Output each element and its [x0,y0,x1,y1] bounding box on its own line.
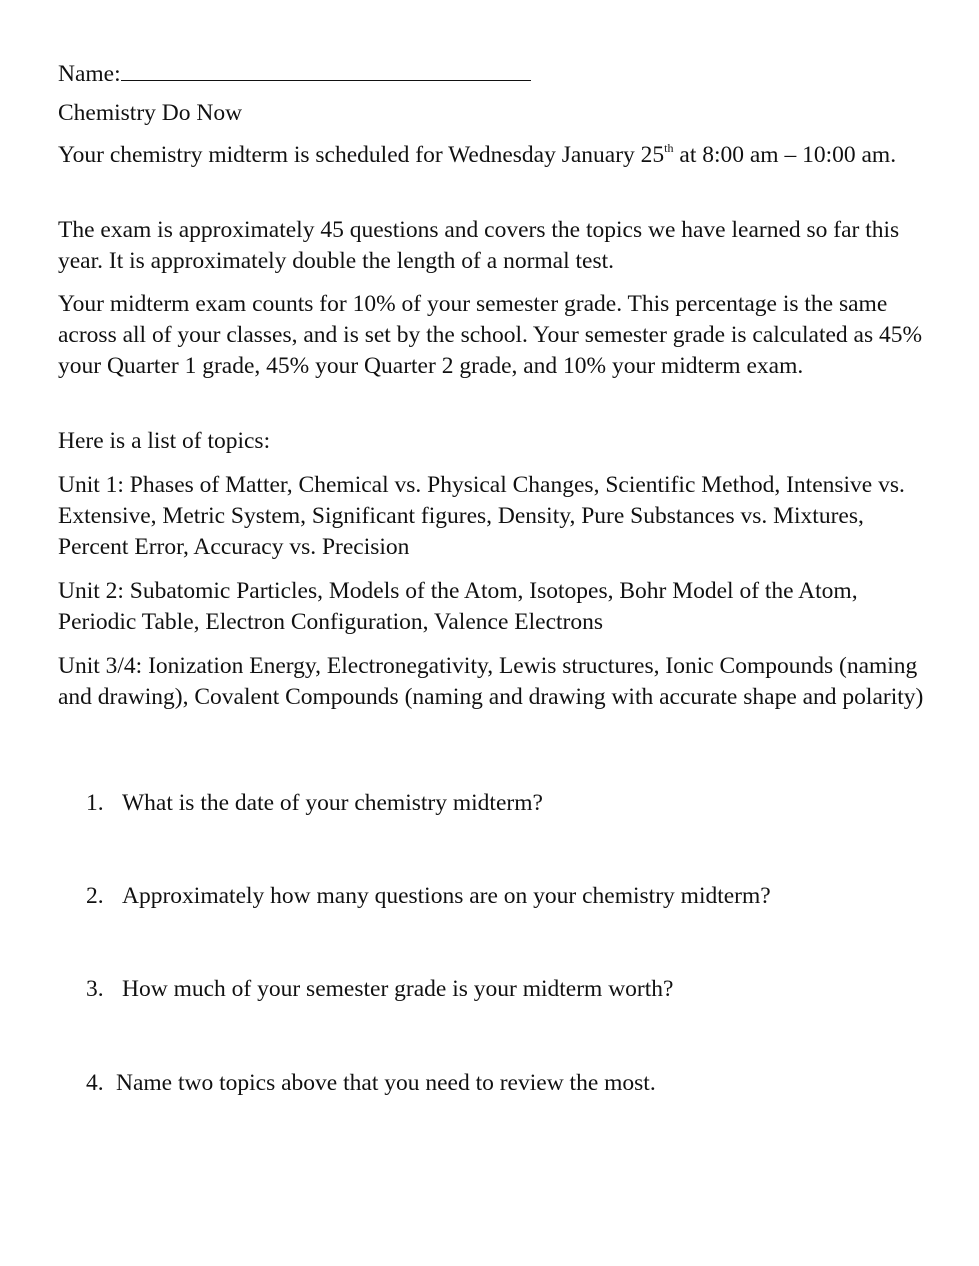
name-field-line [58,56,928,90]
schedule-text-start: Your chemistry midterm is scheduled for Wednesday January 25 [58,142,665,168]
question-4 [86,1068,656,1099]
question-text: What is the date of your chemistry midterm? [122,790,543,816]
unit-1-topics: Unit 1: Phases of Matter, Chemical vs. Physical Changes, Scientific Method, Intensive vs. Extensive, Metric System, Significant figures, Density, Pure Substances vs. Mixtures, Percent Error, Accuracy vs. Precision [58,472,905,560]
question-number: 3. [86,976,104,1002]
question-number: 2. [86,883,104,909]
question-1 [86,788,543,819]
question-text: Name two topics above that you need to review the most. [116,1070,656,1096]
question-3 [86,974,673,1005]
exam-length-paragraph: The exam is approximately 45 questions and covers the topics we have learned so far this year. It is approximately double the length of a normal test. [58,217,900,274]
page-title: Chemistry Do Now [58,100,243,126]
schedule-text-end: at 8:00 am – 10:00 am. [673,142,897,168]
question-text: How much of your semester grade is your midterm worth? [122,976,674,1002]
question-number: 1. [86,790,104,816]
unit-2-topics: Unit 2: Subatomic Particles, Models of the Atom, Isotopes, Bohr Model of the Atom, Periodic Table, Electron Configuration, Valence Electrons [58,578,858,635]
schedule-superscript: th [664,141,674,155]
name-blank-underline [121,56,531,81]
name-label: Name: [58,61,121,87]
grading-paragraph: Your midterm exam counts for 10% of your semester grade. This percentage is the same across all of your classes, and is set by the school. Your semester grade is calculated as 45% your Quarter 1 grade, 45% your Quarter 2 grade, and 10% your midterm exam. [58,291,923,379]
question-number: 4. [86,1070,104,1096]
schedule-paragraph [58,140,928,171]
unit-3-4-topics: Unit 3/4: Ionization Energy, Electronegativity, Lewis structures, Ionic Compounds (naming and drawing), Covalent Compounds (naming and drawing with accurate shape and polarity) [58,653,924,710]
question-text: Approximately how many questions are on your chemistry midterm? [122,883,771,909]
question-2 [86,881,771,912]
topics-intro: Here is a list of topics: [58,428,271,454]
